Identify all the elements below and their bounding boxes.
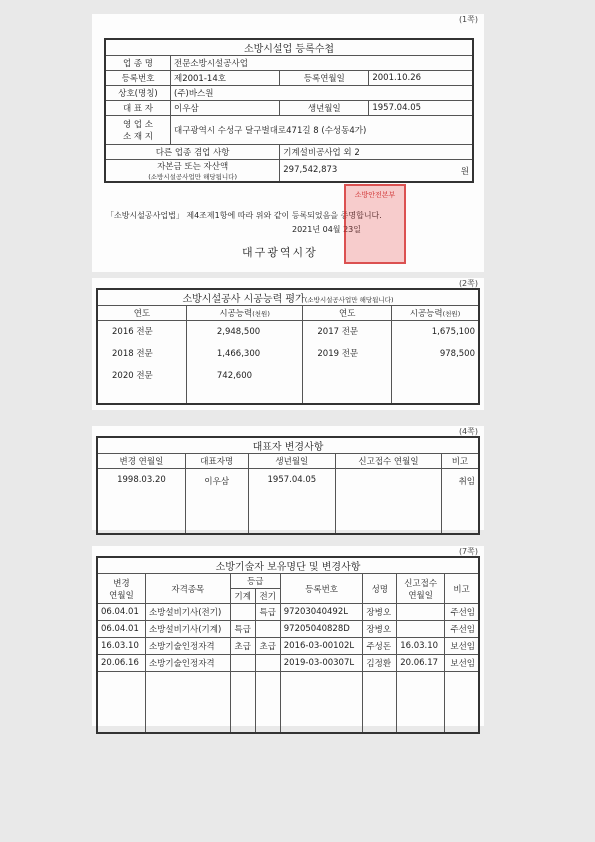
capacity-cell: 742,600 [216,371,253,381]
capacity-cell: 1,466,300 [216,349,261,359]
capacity-table [96,288,480,405]
col-change-date: 변경 연월일 [97,574,145,604]
col-remark: 비고 [441,454,479,469]
col-report-date: 신고접수 연월일 [397,574,445,604]
label-representative: 대 표 자 [105,101,171,116]
value-business-type: 전문소방시설공사업 [171,56,474,71]
col-remark: 비고 [445,574,479,604]
official-seal [344,184,406,264]
table-row: 1998.03.20 이우삼 1957.04.05 취임 [97,469,479,535]
col-change-date: 변경 연월일 [97,454,185,469]
capacity-cell: 978,500 [439,349,475,359]
table-row: 16.03.10 소방기술인정자격 초급 초급 2016-03-00102L 주성돈 16.03.10 보선임 [97,638,479,655]
label-capital: 자본금 또는 자산액 [157,162,229,172]
value-birth: 1957.04.05 [369,101,473,116]
representative-change-page [92,426,484,530]
representative-change-table [96,436,480,535]
col-grade-elec: 전기 [255,589,280,604]
col-grade: 등급 [230,574,280,589]
col-grade-mech: 기계 [230,589,255,604]
value-reg-date: 2001.10.26 [369,71,473,86]
label-business-type: 업 종 명 [105,56,171,71]
technician-list-page [92,546,484,726]
seal-text: 소방안전본부 [354,191,396,199]
label-reg-date: 등록연월일 [280,71,369,86]
value-capital: 297,542,873 [283,164,338,175]
col-capacity-1: 시공능력(천원) [186,306,303,321]
label-trade-name: 상호(명칭) [105,86,171,101]
technician-title: 소방기술자 보유명단 및 변경사항 [97,557,479,574]
capacity-cell: 2,948,500 [216,327,261,337]
technician-table [96,556,480,734]
label-other-business: 다른 업종 겸업 사항 [105,145,280,160]
value-reg-no: 제2001-14호 [171,71,280,86]
certificate-title: 소방시설업 등록수첩 [105,39,473,56]
rep-change-title: 대표자 변경사항 [97,437,479,454]
capacity-title: 소방시설공사 시공능력 평가(소방시설공사업만 해당됩니다) [97,289,479,306]
capital-unit: 원 [460,166,469,177]
page-number: (1쪽) [458,15,478,24]
value-trade-name: (주)바스원 [171,86,474,101]
col-name: 성명 [363,574,397,604]
value-other-business: 기계설비공사업 외 2 [280,145,473,160]
year-cell: 2016 전문 [112,327,153,337]
table-row: 06.04.01 소방설비기사(전기) 특급 97203040492L 장병오 주선임 [97,604,479,621]
col-qualification: 자격종목 [145,574,230,604]
col-rep-name: 대표자명 [185,454,248,469]
year-cell: 2017 전문 [317,327,359,337]
page-number: (2쪽) [458,279,478,288]
col-reg-no: 등록번호 [280,574,363,604]
value-representative: 이우삼 [171,101,280,116]
col-year-1: 연도 [97,306,186,321]
year-cell: 2019 전문 [317,349,359,359]
registration-table [104,38,474,183]
page-number: (4쪽) [458,427,478,436]
label-birth: 생년월일 [280,101,369,116]
issuing-authority: 대구광역시장 [242,246,318,259]
construction-capacity-page [92,278,484,410]
year-cell: 2020 전문 [112,371,153,381]
table-row: 20.06.16 소방기술인정자격 2019-03-00307L 김정환 20.06.17 보선임 [97,655,479,672]
table-row: 06.04.01 소방설비기사(기계) 특급 97205040828D 장병오 주선임 [97,621,479,638]
col-capacity-2: 시공능력(천원) [392,306,479,321]
capacity-cell: 1,675,100 [431,327,475,337]
label-capital-note: (소방시설공사업만 해당됩니다) [148,173,237,181]
registration-certificate-page [92,14,484,272]
issue-date: 2021년 04월 23일 [292,225,361,234]
col-report-date: 신고접수 연월일 [336,454,442,469]
col-year-2: 연도 [303,306,392,321]
label-reg-no: 등록번호 [105,71,171,86]
year-cell: 2018 전문 [112,349,153,359]
page-number: (7쪽) [458,547,478,556]
col-birth: 생년월일 [248,454,336,469]
label-address: 영 업 소 소 재 지 [105,116,171,145]
value-address: 대구광역시 수성구 달구벌대로471길 8 (수성동4가) [171,116,474,145]
table-row-empty [97,672,479,734]
certification-notice: 「소방시설공사업법」 제4조제1항에 따라 위와 같이 등록되었음을 증명합니다. [106,211,382,220]
